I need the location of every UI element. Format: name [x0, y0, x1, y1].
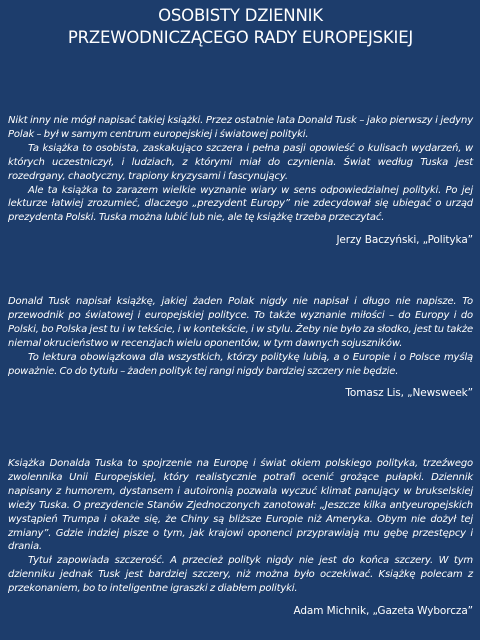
review-paragraph: Ta książka to osobista, zaskakująco szczera i pełna pasji opowieść o kulisach wydarzeń, w których uczestniczył, i ludziach, z którymi miał do czynienia. Świat według Tuska jest rozedrgany, chaotyczny, trapiony kryzysami i fascynujący. — [8, 142, 473, 182]
review-blurb-2 — [8, 295, 473, 400]
review-paragraph: Ale ta książka to zarazem wielkie wyznanie wiary w sens odpowiedzialnej polityki. Po jej lekturze łatwiej zrozumieć, dlaczego „prezydent Europy” nie zdecydował się ubiegać o urząd prezydenta Polski. Tuska można lubić lub nie, ale tę książkę trzeba przeczytać. — [8, 184, 473, 224]
review-blurb-1 — [8, 114, 473, 247]
review-signature: Adam Michnik, „Gazeta Wyborcza” — [293, 605, 473, 618]
review-blurb-3 — [8, 457, 473, 618]
review-paragraph: Donald Tusk napisał książkę, jakiej żaden Polak nigdy nie napisał i długo nie napisze. To przewodnik po światowej i europejskiej polityce. To także wyznanie miłości – do Europy i do Polski, bo Polska jest tu i w tekście, i w kontekście, i w stylu. Żeby nie było za słodko, jest tu także niemal okrucieństwo w recenzjach wielu oponentów, w tym dawnych sojuszników. — [8, 296, 473, 349]
review-signature: Jerzy Baczyński, „Polityka” — [336, 234, 473, 247]
page-title — [8, 0, 473, 49]
review-paragraph: To lektura obowiązkowa dla wszystkich, którzy politykę lubią, a o Europie i o Polsce myślą poważnie. Co do tytułu – żaden polityk tej rangi nigdy bardziej szczery nie będzie. — [8, 351, 473, 377]
review-paragraph: Książka Donalda Tuska to spojrzenie na Europę i świat okiem polskiego polityka, trzeźwego zwolennika Unii Europejskiej, który realistycznie potrafi ocenić grożące pułapki. Dziennik napisany z humorem, dystansem i autoironią pozwala wyczuć klimat panujący w brukselskiej wieży Tuska. O prezydencie Stanów Zjednoczonych zanotował: „Jeszcze kilka antyeuropejskich wystąpień Trumpa i okaże się, że Chiny są bliższe Europie niż Ameryka. Obym nie dożył tej zmiany”. Gdzie indziej pisze o tym, jak krajowi oponenci przyprawiają mu gębę przestępcy i drania. — [8, 458, 473, 553]
review-paragraph: Tytuł zapowiada szczerość. A przecież polityk nigdy nie jest do końca szczery. W tym dzienniku jednak Tusk jest bardziej szczery, niż można było oczekiwać. Książkę polecam z przekonaniem, bo to inteligentne igraszki z diabłem polityki. — [8, 555, 473, 595]
review-signature: Tomasz Lis, „Newsweek” — [345, 387, 473, 400]
title-line-2: PRZEWODNICZĄCEGO RADY EUROPEJSKIEJ — [67, 28, 414, 47]
review-paragraph: Nikt inny nie mógł napisać takiej książki. Przez ostatnie lata Donald Tusk – jako pierwszy i jedyny Polak – był w samym centrum europejskiej i światowej polityki. — [8, 115, 473, 140]
title-line-1: OSOBISTY DZIENNIK — [158, 6, 323, 25]
